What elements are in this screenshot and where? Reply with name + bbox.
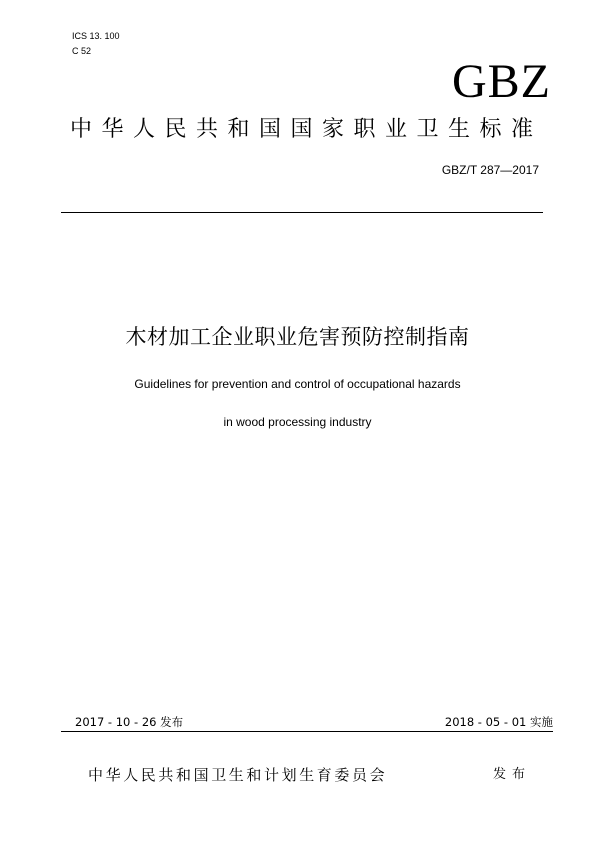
bottom-divider	[61, 731, 553, 732]
document-title-chinese: 木材加工企业职业危害预防控制指南	[125, 325, 470, 349]
implementation-date: 2018 - 05 - 01 实施	[444, 715, 553, 729]
top-divider	[61, 212, 543, 213]
document-title-english-line2: in wood processing industry	[223, 415, 372, 429]
issue-date: 2017 - 10 - 26 发布	[75, 715, 184, 729]
gbz-logo: GBZ	[452, 55, 551, 108]
publish-label: 发布	[493, 767, 532, 782]
ics-code: ICS 13. 100	[72, 31, 120, 41]
standard-number: GBZ/T 287—2017	[441, 163, 539, 177]
standard-category-title: 中华人民共和国国家职业卫生标准	[70, 117, 543, 142]
publisher-name: 中华人民共和国卫生和计划生育委员会	[88, 766, 388, 784]
document-title-english-line1: Guidelines for prevention and control of occupational hazards	[134, 377, 461, 391]
ccs-code: C 52	[72, 46, 92, 56]
